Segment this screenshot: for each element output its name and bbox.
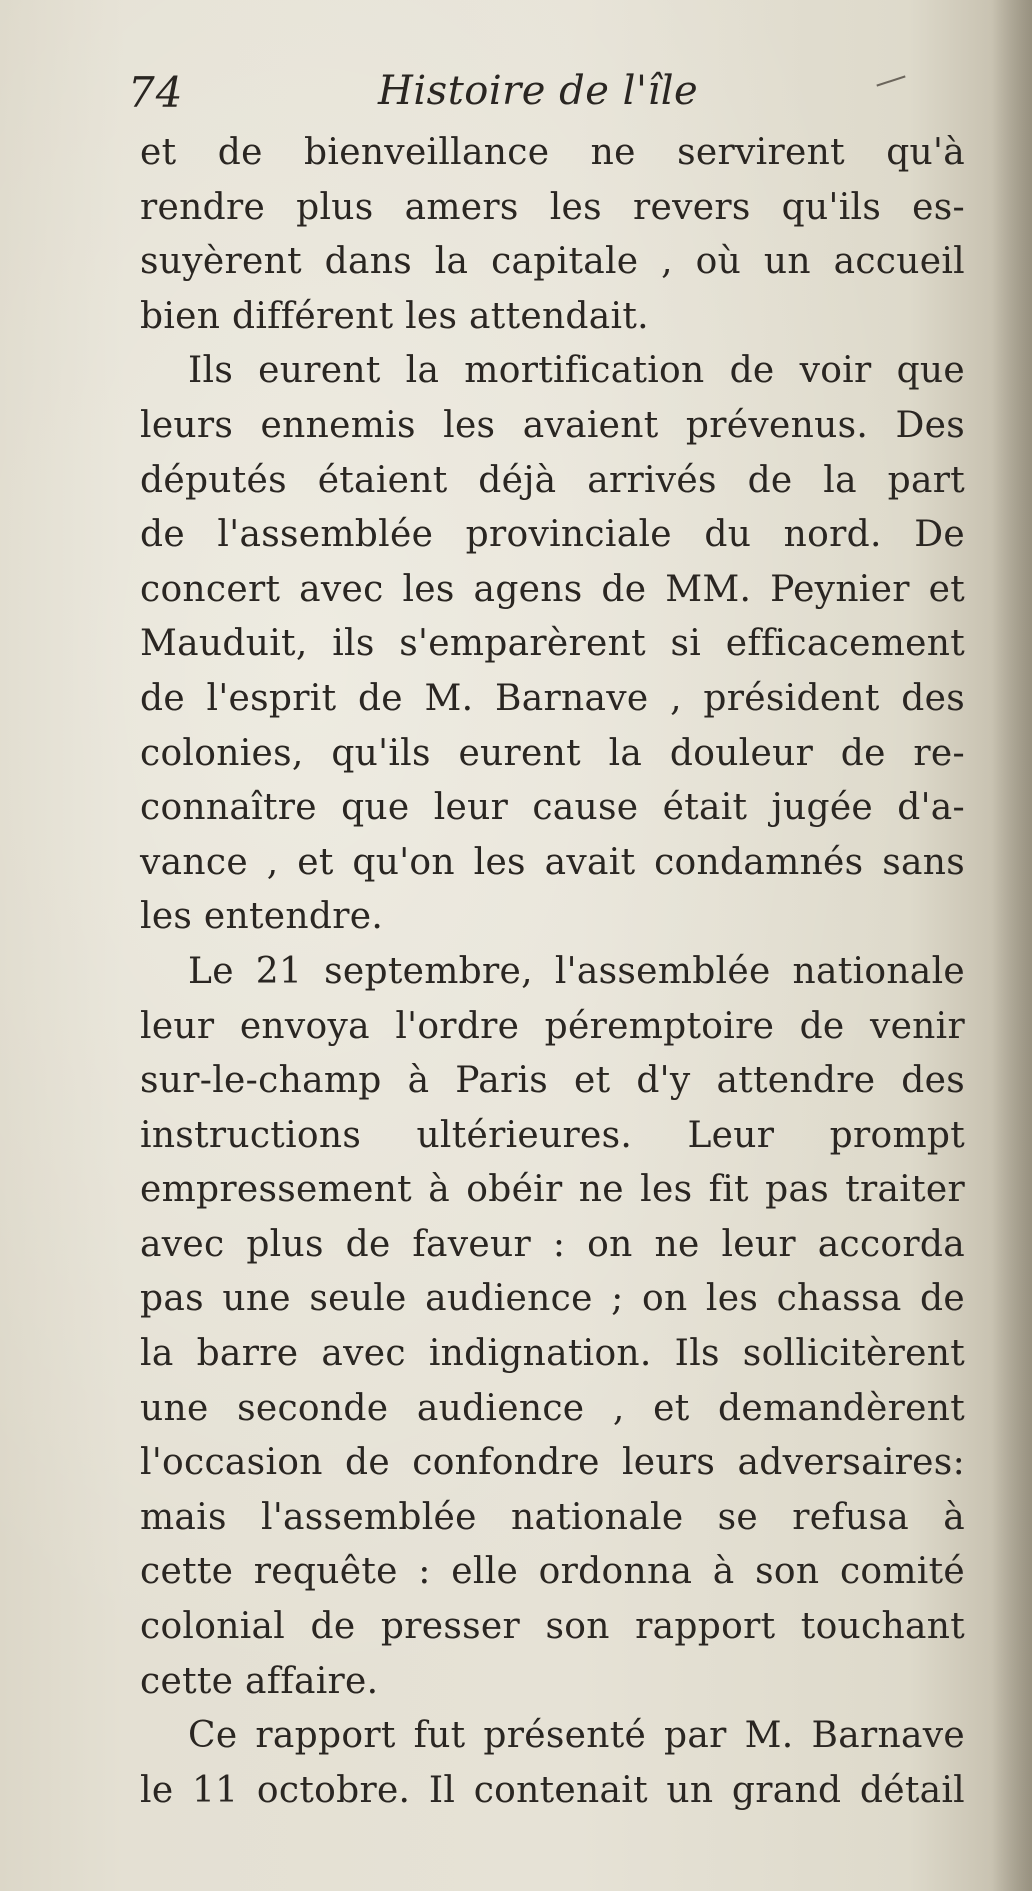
text-line: la barre avec indignation. Ils sollicitèrent xyxy=(140,1333,965,1375)
running-title: Histoire de l'île xyxy=(378,68,699,114)
text-line: bien différent les attendait. xyxy=(140,295,649,337)
text-line: Ce rapport fut présenté par M. Barnave xyxy=(188,1715,965,1757)
text-line: sur-le-champ à Paris et d'y attendre des xyxy=(140,1060,965,1102)
text-line: et de bienveillance ne servirent qu'à xyxy=(140,132,965,173)
text-line: de l'assemblée provinciale du nord. De xyxy=(140,514,965,556)
text-line: le 11 octobre. Il contenait un grand détail xyxy=(140,1769,965,1811)
text-line: leur envoya l'ordre péremptoire de venir xyxy=(140,1005,965,1047)
text-line: les entendre. xyxy=(140,896,384,938)
text-line: mais l'assemblée nationale se refusa à xyxy=(140,1496,965,1538)
text-line: avec plus de faveur : on ne leur accorda xyxy=(140,1223,965,1265)
text-line: de l'esprit de M. Barnave , président des xyxy=(140,677,965,719)
text-line: cette requête : elle ordonna à son comité xyxy=(140,1551,965,1593)
text-line: suyèrent dans la capitale , où un accueil xyxy=(140,241,965,283)
text-line: vance , et qu'on les avait condamnés sans xyxy=(140,841,965,883)
running-head xyxy=(128,58,828,118)
text-line: instructions ultérieures. Leur prompt xyxy=(140,1114,965,1156)
text-line: colonial de presser son rapport touchant xyxy=(140,1606,965,1648)
page-number: 74 xyxy=(128,68,184,117)
text-line: colonies, qu'ils eurent la douleur de re- xyxy=(140,732,965,774)
text-line: Mauduit, ils s'emparèrent si efficacement xyxy=(140,623,965,665)
text-line: rendre plus amers les revers qu'ils es- xyxy=(140,186,965,228)
text-line: cette affaire. xyxy=(140,1660,379,1702)
body-text xyxy=(140,126,965,1818)
text-line: députés étaient déjà arrivés de la part xyxy=(140,459,965,501)
text-line: pas une seule audience ; on les chassa de xyxy=(140,1278,965,1320)
text-line: connaître que leur cause était jugée d'a- xyxy=(140,787,965,829)
text-line: l'occasion de confondre leurs adversaires: xyxy=(140,1442,965,1484)
text-line: une seconde audience , et demandèrent xyxy=(140,1387,965,1429)
text-line: empressement à obéir ne les fit pas traiter xyxy=(140,1169,965,1211)
text-line: Le 21 septembre, l'assemblée nationale xyxy=(188,950,965,992)
text-line: Ils eurent la mortification de voir que xyxy=(188,350,965,392)
text-line: leurs ennemis les avaient prévenus. Des xyxy=(140,404,965,446)
ink-mark xyxy=(876,75,905,86)
text-line: concert avec les agens de MM. Peynier et xyxy=(140,568,965,610)
